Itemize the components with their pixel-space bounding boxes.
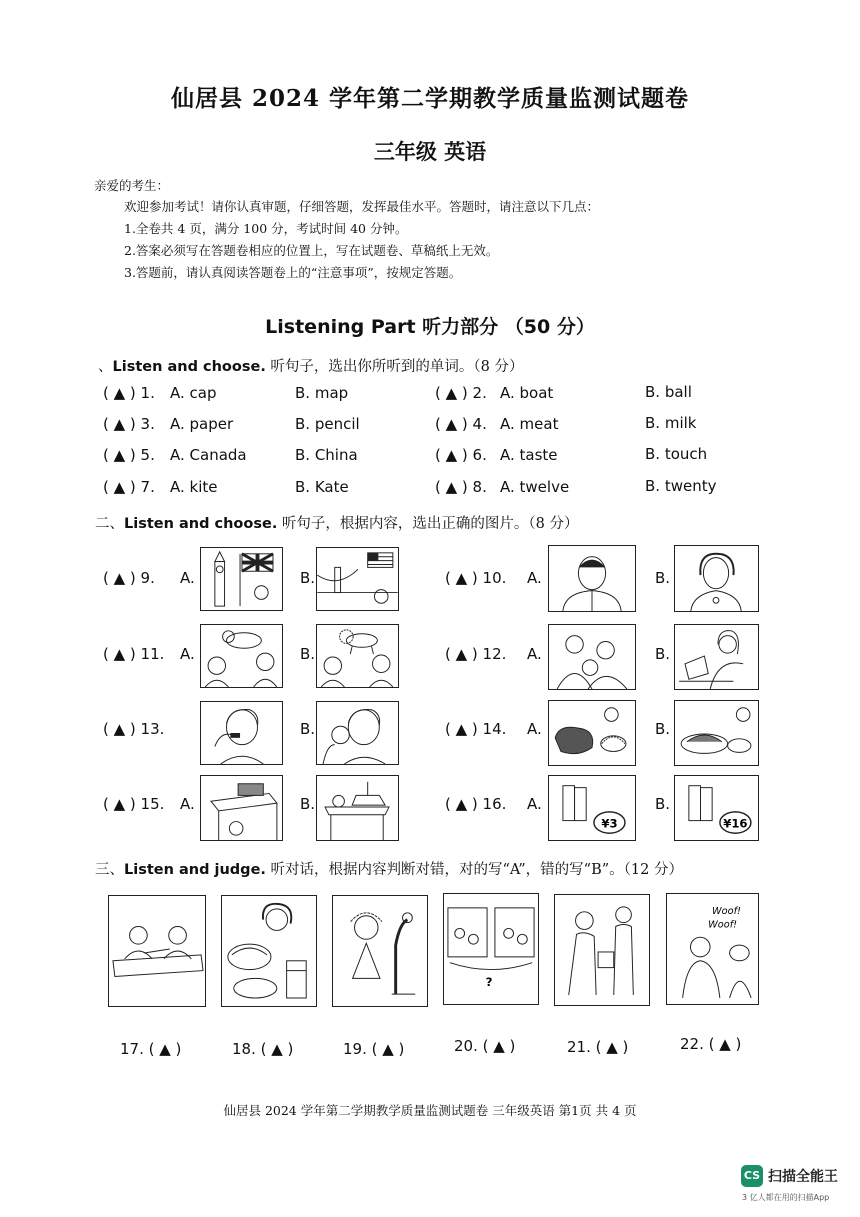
part-title: Listening Part 听力部分 （50 分） [265, 316, 595, 338]
section1-heading [98, 355, 524, 376]
question-11-option-a: A. [180, 645, 195, 663]
picture-kids-studying [108, 895, 206, 1007]
picture-boat-on-desk [316, 775, 399, 841]
question-9-option-b: B. [300, 569, 316, 587]
question-8-option-b: B. twenty [645, 477, 717, 495]
question-8-option-a: A. twelve [500, 478, 570, 496]
section-title-cn: 听对话，根据内容判断对错，对的写“A”，错的写“B”。（12 分） [265, 862, 683, 878]
question-14-option-a: A. [527, 720, 542, 738]
question-2-option-b: B. ball [645, 383, 692, 401]
question-7-option-a: A. kite [170, 478, 218, 496]
question-18-mark: 18. ( ▲ ) [232, 1040, 294, 1058]
instruction-line: 2.答案必须写在答题卷相应的位置上，写在试题卷、草稿纸上无效。 [124, 243, 499, 258]
picture-doll-giraffe [332, 895, 428, 1007]
question-6-option-a: A. taste [500, 446, 558, 464]
question-15-mark: ( ▲ ) 15. [103, 795, 165, 813]
picture-books-price-a [548, 775, 636, 841]
question-5-mark: ( ▲ ) 5. [103, 446, 155, 464]
question-7-mark: ( ▲ ) 7. [103, 478, 155, 496]
picture-family [548, 624, 636, 690]
question-9-option-a: A. [180, 569, 195, 587]
question-17-mark: 17. ( ▲ ) [120, 1040, 182, 1058]
price-tag-b: ¥16 [723, 816, 748, 831]
instruction-line: 1.全卷共 4 页，满分 100 分，考试时间 40 分钟。 [124, 221, 408, 236]
page-footer: 仙居县 2024 学年第二学期教学质量监测试题卷 三年级英语 第1页 共 4 页 [223, 1103, 637, 1118]
picture-fish-rice [674, 700, 759, 766]
camscanner-name: 扫描全能王 [768, 1169, 838, 1185]
question-13-option-b: B. [300, 720, 316, 738]
question-10-option-b: B. [655, 569, 671, 587]
question-13-mark: ( ▲ ) 13. [103, 720, 165, 738]
picture-two-people-bag [554, 894, 650, 1006]
question-9-mark: ( ▲ ) 9. [103, 569, 155, 587]
question-mark: ? [485, 975, 493, 990]
picture-woman [674, 545, 759, 612]
question-1-mark: ( ▲ ) 1. [103, 384, 155, 402]
question-4-mark: ( ▲ ) 4. [435, 415, 487, 433]
price-tag-a: ¥3 [601, 816, 618, 831]
question-16-option-a: A. [527, 795, 542, 813]
picture-books-price-b [674, 775, 759, 841]
question-12-mark: ( ▲ ) 12. [445, 645, 507, 663]
picture-lion-kids [316, 624, 399, 688]
question-12-option-a: A. [527, 645, 542, 663]
question-3-option-b: B. pencil [295, 415, 360, 433]
woof-text: Woof! [708, 919, 738, 931]
greeting: 亲爱的考生： [94, 178, 170, 193]
question-12-option-b: B. [655, 645, 671, 663]
picture-two-bags-food [443, 893, 539, 1005]
section-title-en: Listen and judge. [124, 862, 266, 878]
instructions [124, 196, 599, 284]
section-title-cn: 听句子，根据内容，选出正确的图片。（8 分） [277, 516, 579, 532]
question-4-option-a: A. meat [500, 415, 559, 433]
question-15-option-a: A. [180, 795, 195, 813]
section2-heading [95, 512, 579, 533]
picture-girl-bread-juice [221, 895, 317, 1007]
picture-dog-kids [200, 624, 283, 688]
question-8-mark: ( ▲ ) 8. [435, 478, 487, 496]
section-title-en: Listen and choose. [112, 359, 266, 375]
question-2-option-a: A. boat [500, 384, 554, 402]
question-20-mark: 20. ( ▲ ) [454, 1037, 516, 1055]
question-6-mark: ( ▲ ) 6. [435, 446, 487, 464]
question-19-mark: 19. ( ▲ ) [343, 1040, 405, 1058]
camscanner-tagline: 3 亿人都在用的扫描App [742, 1193, 830, 1202]
picture-london [200, 547, 283, 611]
question-5-option-a: A. Canada [170, 446, 247, 464]
camscanner-logo-icon: CS [741, 1165, 763, 1187]
section-number: 、 [98, 359, 113, 375]
question-1-option-b: B. map [295, 384, 349, 402]
question-22-mark: 22. ( ▲ ) [680, 1035, 742, 1053]
instruction-line: 3.答题前，请认真阅读答题卷上的“注意事项”，按规定答题。 [124, 265, 462, 280]
question-14-option-b: B. [655, 720, 671, 738]
picture-boy-orange [316, 701, 399, 765]
question-11-mark: ( ▲ ) 11. [103, 645, 165, 663]
question-5-option-b: B. China [295, 446, 358, 464]
exam-title: 仙居县 2024 学年第二学期教学质量监测试题卷 [170, 85, 690, 112]
question-2-mark: ( ▲ ) 2. [435, 384, 487, 402]
question-1-option-a: A. cap [170, 384, 217, 402]
question-7-option-b: B. Kate [295, 478, 349, 496]
picture-boy-eating [200, 701, 283, 765]
question-10-mark: ( ▲ ) 10. [445, 569, 507, 587]
question-15-option-b: B. [300, 795, 316, 813]
picture-woman-computer [674, 624, 759, 690]
question-6-option-b: B. touch [645, 445, 708, 463]
picture-new-york [316, 547, 399, 611]
woof-text: Woof! [712, 905, 741, 917]
section-title-cn: 听句子，选出你所听到的单词。（8 分） [265, 359, 524, 375]
question-10-option-a: A. [527, 569, 542, 587]
section3-heading [95, 858, 683, 879]
picture-man [548, 545, 636, 612]
question-16-option-b: B. [655, 795, 671, 813]
picture-dog-barking [666, 893, 759, 1005]
question-3-option-a: A. paper [170, 415, 234, 433]
picture-meat-rice [548, 700, 636, 766]
section-number: 三、 [95, 862, 124, 878]
question-14-mark: ( ▲ ) 14. [445, 720, 507, 738]
question-11-option-b: B. [300, 645, 316, 663]
question-3-mark: ( ▲ ) 3. [103, 415, 155, 433]
question-21-mark: 21. ( ▲ ) [567, 1038, 629, 1056]
picture-books-on-desk [200, 775, 283, 841]
section-number: 二、 [95, 516, 124, 532]
question-16-mark: ( ▲ ) 16. [445, 795, 507, 813]
exam-subtitle: 三年级 英语 [373, 139, 487, 164]
section-title-en: Listen and choose. [124, 516, 278, 532]
question-4-option-b: B. milk [645, 414, 697, 432]
instruction-line: 欢迎参加考试！请你认真审题，仔细答题，发挥最佳水平。答题时，请注意以下几点： [124, 199, 600, 214]
